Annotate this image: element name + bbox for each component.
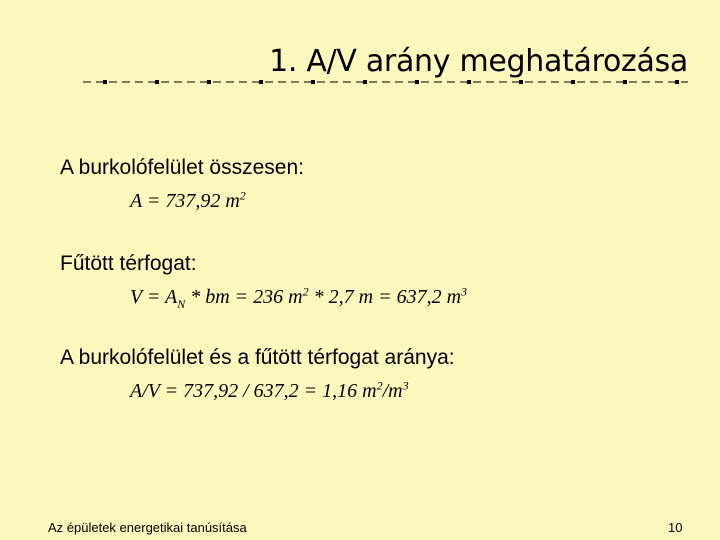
formula-exponent: 2: [239, 188, 246, 203]
heated-volume-label: Fűtött térfogat:: [60, 252, 197, 275]
formula-text: A/V = 737,92 / 637,2 = 1,16 m: [130, 380, 377, 402]
formula-exponent: 2: [376, 378, 383, 393]
slide-title: 1. A/V arány meghatározása: [269, 44, 688, 79]
ratio-formula: [130, 380, 409, 403]
formula-subscript: N: [177, 297, 186, 311]
formula-exponent: 3: [461, 284, 468, 299]
formula-text: * 2,7 m = 637,2 m: [308, 286, 462, 308]
surface-area-label: A burkolófelület összesen:: [60, 156, 304, 179]
heated-volume-formula: [130, 286, 467, 309]
formula-exponent: 3: [402, 378, 409, 393]
ratio-label: A burkolófelület és a fűtött térfogat aránya:: [60, 346, 455, 369]
formula-exponent: 2: [302, 284, 309, 299]
formula-text: /m: [382, 380, 403, 402]
title-divider: [83, 80, 688, 84]
formula-text: A = 737,92 m: [130, 190, 240, 212]
page-number: 10: [668, 520, 683, 535]
formula-text: * bm = 236 m: [185, 286, 303, 308]
footer-title: Az épületek energetikai tanúsítása: [48, 520, 247, 535]
surface-area-formula: [130, 190, 246, 213]
formula-text: V = A: [130, 286, 178, 308]
